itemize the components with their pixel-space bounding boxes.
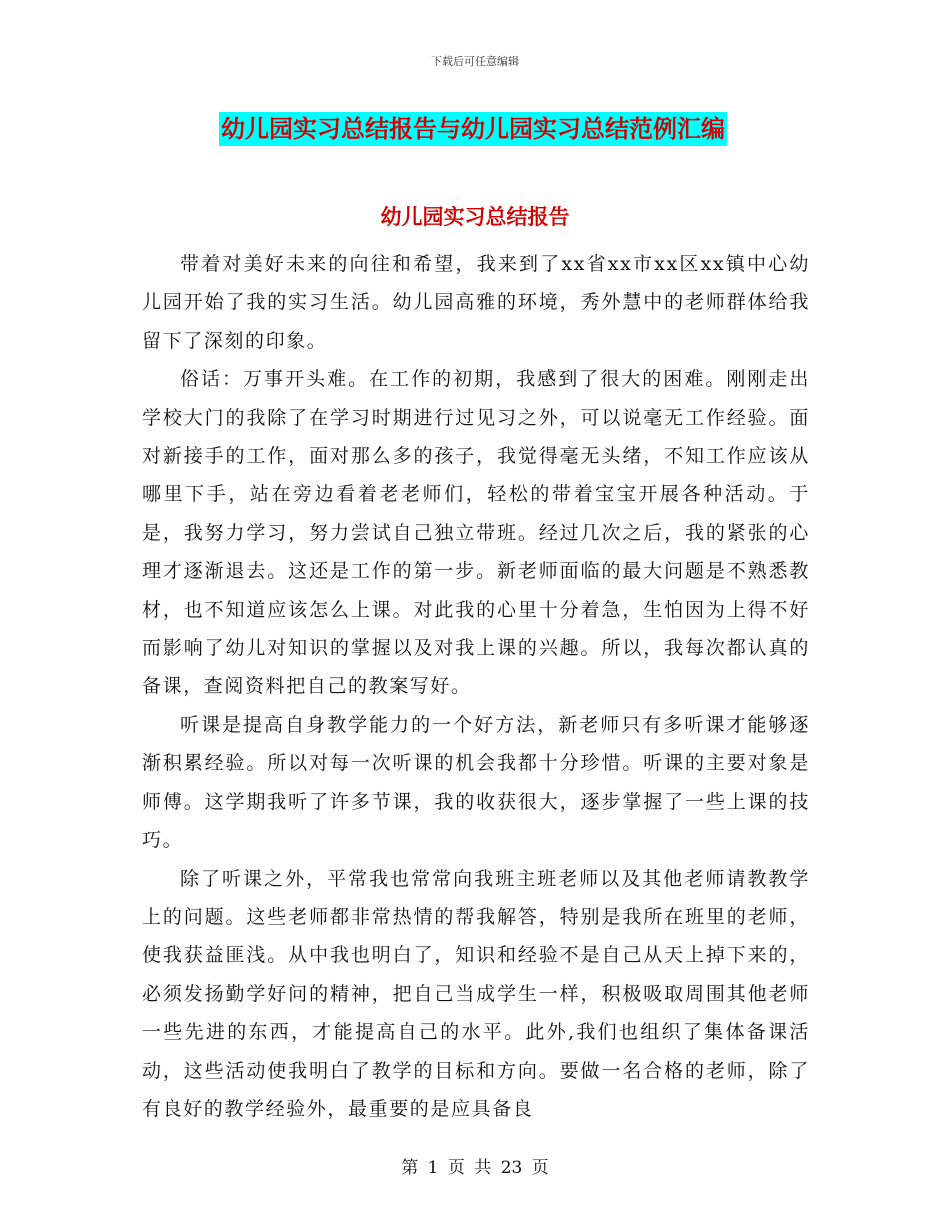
section-title: 幼儿园实习总结报告 — [380, 205, 570, 229]
paragraph-2: 俗话：万事开头难。在工作的初期，我感到了很大的困难。刚刚走出学校大门的我除了在学习时期进行过见习之外，可以说毫无工作经验。面对新接手的工作，面对那么多的孩子，我觉得毫无头绪，不知工作应该从哪里下手，站在旁边看着老老师们，轻松的带着宝宝开展各种活动。于是，我努力学习，努力尝试自己独立带班。经过几次之后，我的紧张的心理才逐渐退去。这还是工作的第一步。新老师面临的最大问题是不熟悉教材，也不知道应该怎么上课。对此我的心里十分着急，生怕因为上得不好而影响了幼儿对知识的掌握以及对我上课的兴趣。所以，我每次都认真的备课，查阅资料把自己的教案写好。 — [142, 368, 810, 698]
page-header-note: 下载后可任意编辑 — [431, 55, 519, 68]
paragraph-4: 除了听课之外，平常我也常常向我班主班老师以及其他老师请教教学上的问题。这些老师都非常热情的帮我解答，特别是我所在班里的老师，使我获益匪浅。从中我也明白了，知识和经验不是自己从天上掉下来的，必须发扬勤学好问的精神，把自己当成学生一样，积极吸取周围其他老师一些先进的东西，才能提高自己的水平。此外,我们也组织了集体备课活动，这些活动使我明白了教学的目标和方向。要做一名合格的老师，除了有良好的教学经验外，最重要的是应具备良 — [142, 867, 810, 1120]
document-body — [142, 245, 810, 1128]
document-title: 幼儿园实习总结报告与幼儿园实习总结范例汇编 — [219, 112, 727, 146]
paragraph-3: 听课是提高自身教学能力的一个好方法，新老师只有多听课才能够逐渐积累经验。所以对每一次听课的机会我都十分珍惜。听课的主要对象是师傅。这学期我听了许多节课，我的收获很大，逐步掌握了一些上课的技巧。 — [142, 713, 810, 852]
paragraph-1: 带着对美好未来的向往和希望，我来到了xx省xx市xx区xx镇中心幼儿园开始了我的实习生活。幼儿园高雅的环境，秀外慧中的老师群体给我留下了深刻的印象。 — [142, 253, 810, 352]
page-footer: 第 1 页 共 23 页 — [401, 1158, 549, 1178]
